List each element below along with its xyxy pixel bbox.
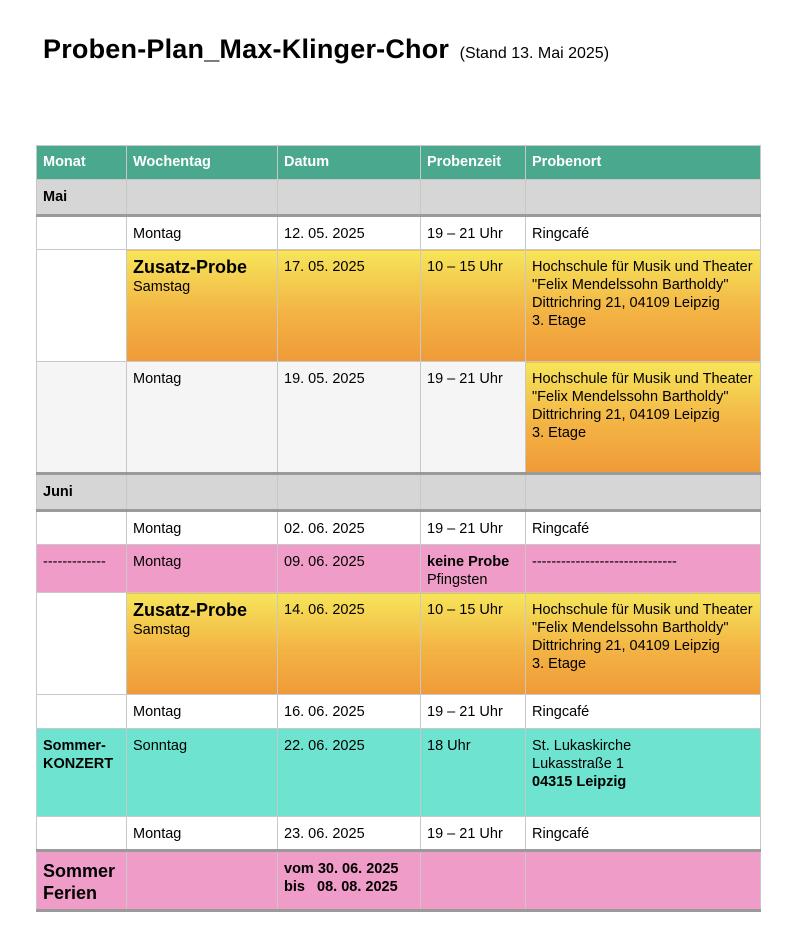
cell-zeit: 18 Uhr	[421, 729, 526, 817]
cell-datum: 19. 05. 2025	[278, 362, 421, 474]
table-row	[37, 250, 761, 362]
cell-ort: Ringcafé	[526, 817, 761, 851]
title-stand: (Stand 13. Mai 2025)	[459, 45, 610, 62]
tag-label: Samstag	[133, 279, 191, 295]
month-label: Juni	[37, 474, 127, 511]
tag-label: Samstag	[133, 622, 191, 638]
table-row	[37, 729, 761, 817]
cell-datum: 17. 05. 2025	[278, 250, 421, 362]
page-title	[43, 34, 609, 65]
cell-monat: Sommer Ferien	[37, 851, 127, 911]
zusatz-label: Zusatz-Probe	[133, 257, 248, 277]
col-probenzeit: Probenzeit	[421, 146, 526, 180]
cell-ort: ------------------------------	[526, 545, 761, 593]
cell-monat: Sommer- KONZERT	[37, 729, 127, 817]
cell-datum: 22. 06. 2025	[278, 729, 421, 817]
cell-ort: Ringcafé	[526, 511, 761, 545]
cell-zeit: 19 – 21 Uhr	[421, 817, 526, 851]
table-row	[37, 362, 761, 474]
cell-tag: Montag	[127, 545, 278, 593]
cell-datum: 23. 06. 2025	[278, 817, 421, 851]
cell-ort: Hochschule für Musik und Theater "Felix Mendelssohn Bartholdy" Dittrichring 21, 04109 Leipzig 3. Etage	[526, 593, 761, 695]
table-row	[37, 511, 761, 545]
cell-datum: 12. 05. 2025	[278, 216, 421, 250]
col-probenort: Probenort	[526, 146, 761, 180]
cell-ort: Hochschule für Musik und Theater "Felix Mendelssohn Bartholdy" Dittrichring 21, 04109 Leipzig 3. Etage	[526, 250, 761, 362]
cell-tag: Montag	[127, 511, 278, 545]
schedule-table	[36, 145, 761, 912]
table-row	[37, 216, 761, 250]
cell-tag: Montag	[127, 817, 278, 851]
cell-ort: Ringcafé	[526, 216, 761, 250]
cell-zeit: 19 – 21 Uhr	[421, 362, 526, 474]
cell-tag: Montag	[127, 695, 278, 729]
cell-tag: Sonntag	[127, 729, 278, 817]
table-row	[37, 545, 761, 593]
table-row	[37, 851, 761, 911]
cell-ort: Hochschule für Musik und Theater "Felix Mendelssohn Bartholdy" Dittrichring 21, 04109 Leipzig 3. Etage	[526, 362, 761, 474]
cell-zeit: 10 – 15 Uhr	[421, 593, 526, 695]
cell-datum: 09. 06. 2025	[278, 545, 421, 593]
cell-zeit: keine Probe Pfingsten	[421, 545, 526, 593]
table-row	[37, 695, 761, 729]
cell-ort: Ringcafé	[526, 695, 761, 729]
cell-monat: -------------	[37, 545, 127, 593]
cell-tag	[127, 250, 278, 362]
title-main: Proben-Plan_Max-Klinger-Chor	[43, 34, 450, 64]
month-row-mai	[37, 180, 761, 216]
cell-datum: 16. 06. 2025	[278, 695, 421, 729]
zusatz-label: Zusatz-Probe	[133, 600, 248, 620]
cell-zeit: 10 – 15 Uhr	[421, 250, 526, 362]
cell-zeit: 19 – 21 Uhr	[421, 695, 526, 729]
col-monat: Monat	[37, 146, 127, 180]
table-row	[37, 593, 761, 695]
col-wochentag: Wochentag	[127, 146, 278, 180]
col-datum: Datum	[278, 146, 421, 180]
table-header-row	[37, 146, 761, 180]
table-row	[37, 817, 761, 851]
cell-tag: Montag	[127, 362, 278, 474]
cell-zeit: 19 – 21 Uhr	[421, 511, 526, 545]
cell-tag	[127, 593, 278, 695]
cell-datum: vom 30. 06. 2025 bis 08. 08. 2025	[278, 851, 421, 911]
month-label: Mai	[37, 180, 127, 216]
cell-datum: 14. 06. 2025	[278, 593, 421, 695]
cell-tag: Montag	[127, 216, 278, 250]
cell-datum: 02. 06. 2025	[278, 511, 421, 545]
month-row-juni	[37, 474, 761, 511]
cell-zeit: 19 – 21 Uhr	[421, 216, 526, 250]
cell-ort: St. Lukaskirche Lukasstraße 1 04315 Leipzig	[526, 729, 761, 817]
